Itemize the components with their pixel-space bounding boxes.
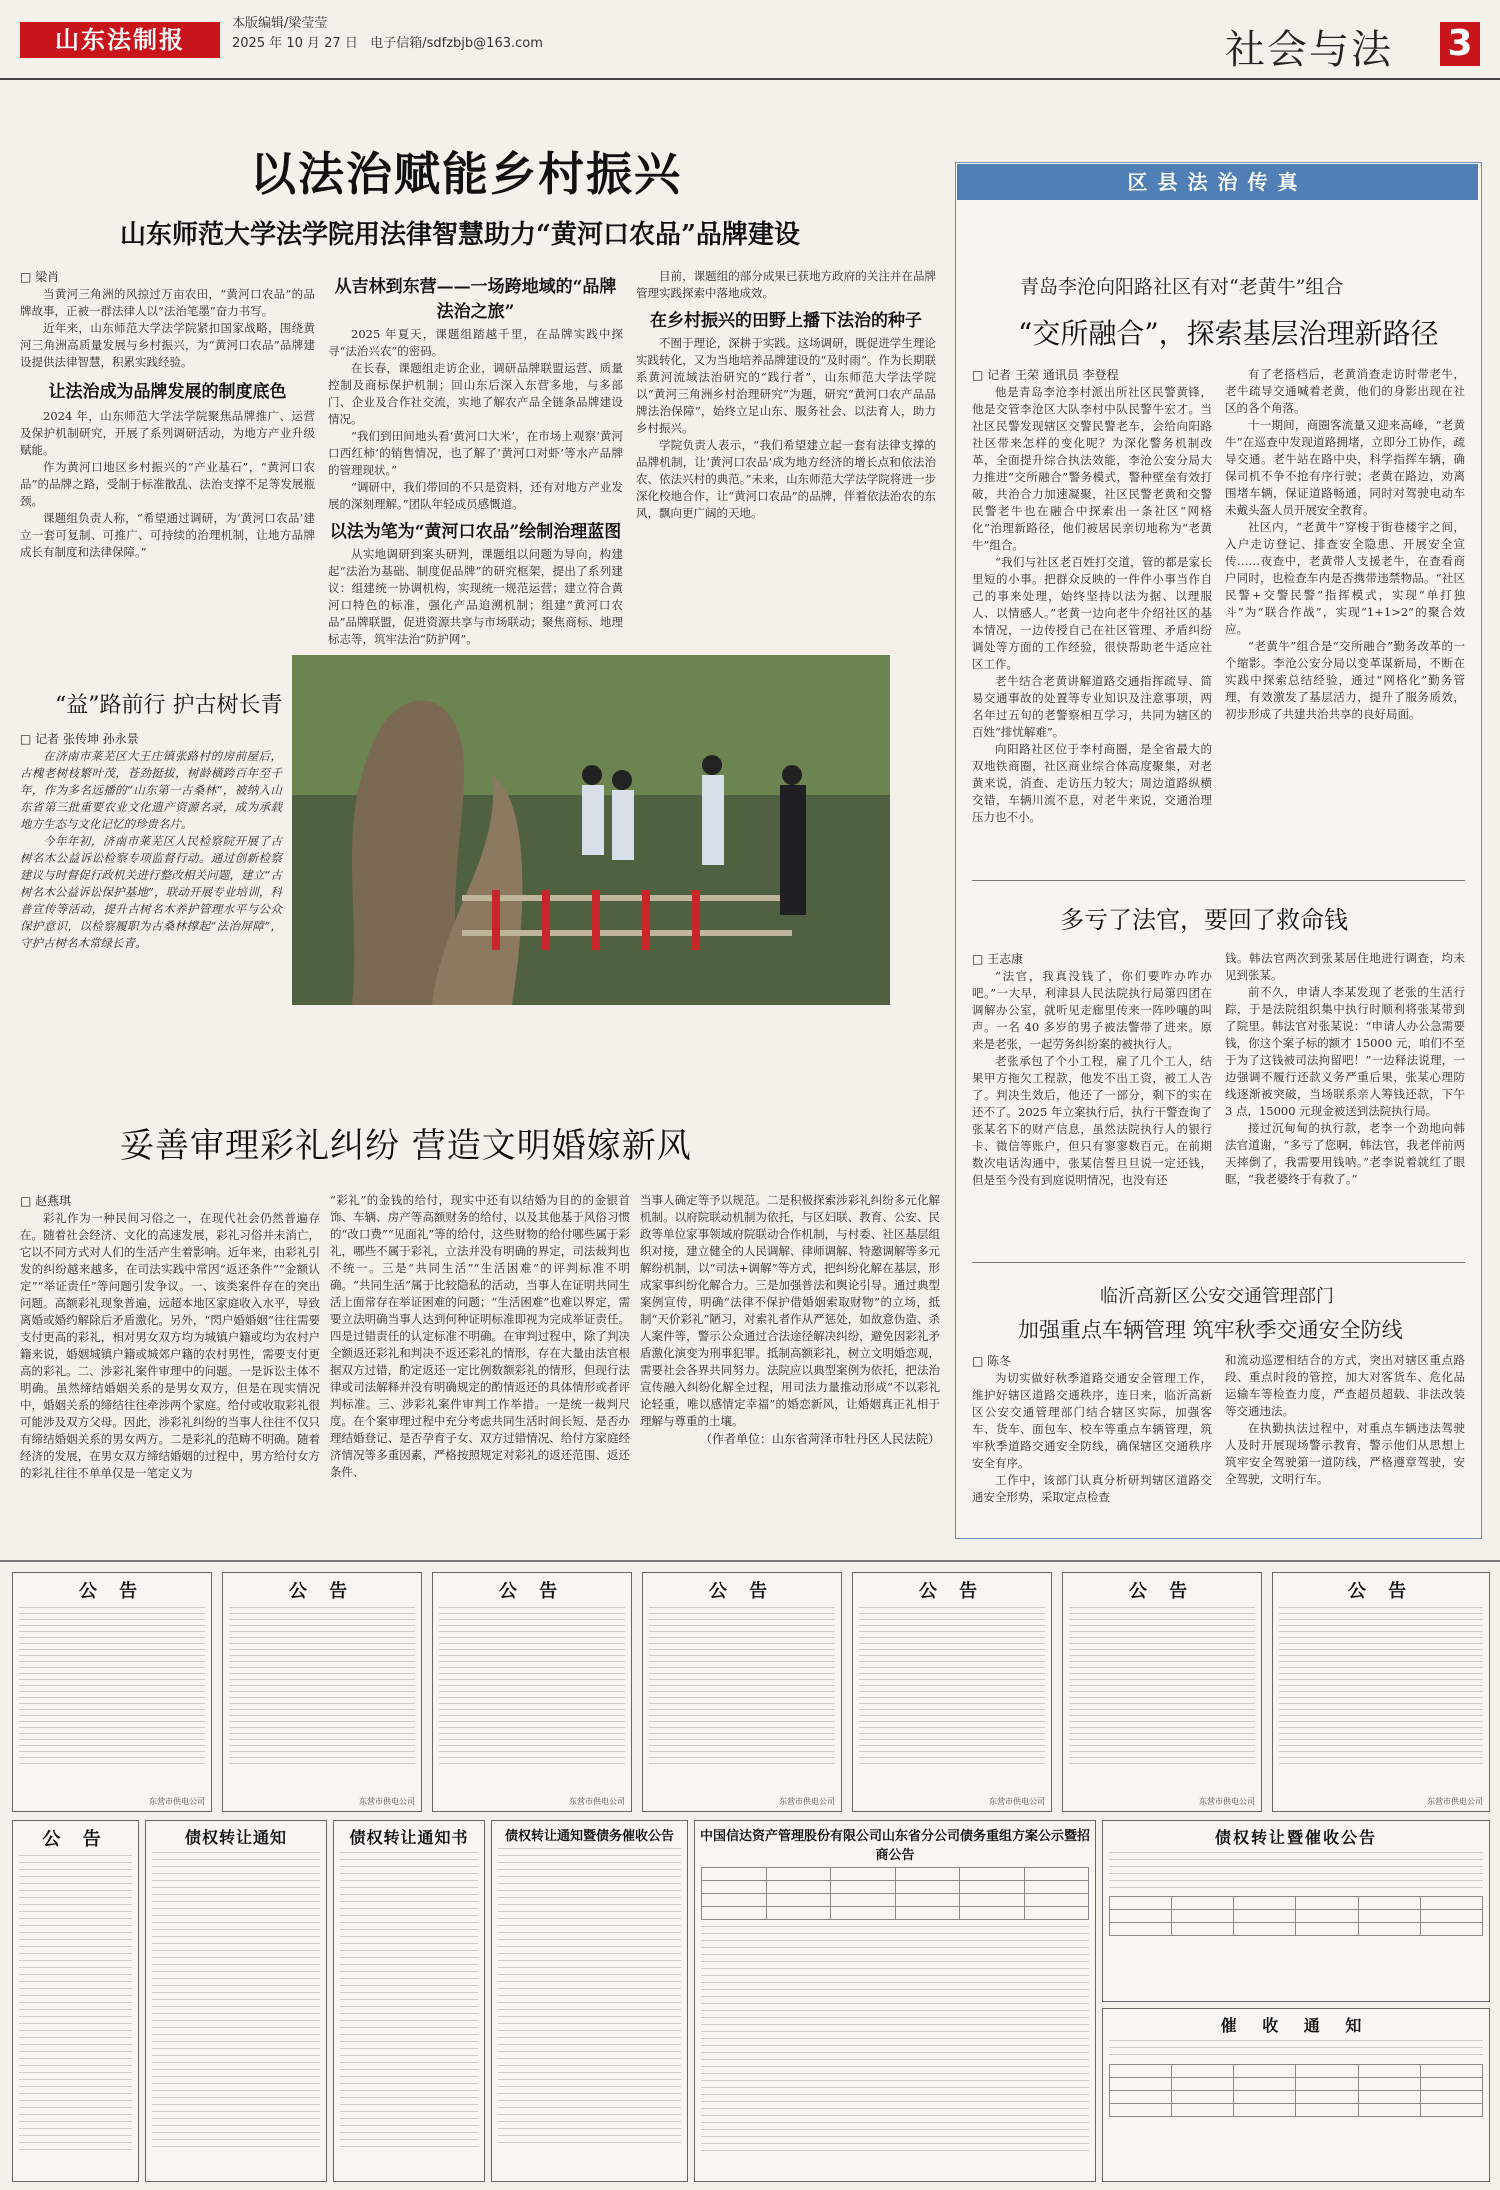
sidebar-heading: 区县法治传真: [957, 164, 1478, 200]
notice-box: [12, 1820, 139, 2182]
sidebar-article1-byline: □ 记者 王荣 通讯员 李登程: [972, 368, 1119, 382]
sidebar-article1-col-2: [1225, 366, 1465, 866]
notice-footer: 东营市供电公司: [359, 1797, 415, 1806]
notice-fine-print: [1063, 1603, 1261, 1771]
paragraph: 在长春，课题组走访企业，调研品牌联盟运营、质量控制及商标保护机制；回山东后深入东营多地，与多部门、企业及合作社交流，实地了解农产品全链条品牌建设情况。: [328, 361, 623, 426]
notice-footer: 东营市供电公司: [989, 1797, 1045, 1806]
notice-title: 公 告: [42, 1829, 109, 1850]
notice-box: [145, 1820, 327, 2182]
paragraph: “我们与社区老百姓打交道，管的都是家长里短的小事。把群众反映的一件件小事当作自己的事来处理，始终坚持以法为据、以理服人、以情感人。”老黄一边向老牛介绍社区的基本情况，一边传授自己在社区管理、矛盾纠纷调处等方面的工作经验，很快帮助老牛适应社区工作。: [972, 555, 1212, 671]
issue-date: 2025 年 10 月 27 日: [232, 36, 358, 51]
caili-col-2: [330, 1192, 630, 1537]
notice-fine-print: [223, 1603, 421, 1771]
lead-subhead-3: 以法为笔为“黄河口农品”绘制治理蓝图: [329, 522, 622, 542]
paragraph: “调研中，我们带回的不只是资料，还有对地方产业发展的深刻理解。”团队年轻成员感慨道。: [328, 480, 623, 511]
notice-title: 中国信达资产管理股份有限公司山东省分公司债务重组方案公示暨招商公告: [699, 1829, 1090, 1863]
notice-title: 债权转让通知书: [349, 1828, 469, 1847]
notice-fine-print: [1103, 2036, 1489, 2121]
page-number: 3: [1440, 22, 1480, 66]
notice-box: [12, 1572, 212, 1812]
paragraph: 他是青岛李沧李村派出所社区民警黄锋，他是交管李沧区大队李村中队民警牛宏才。当社区民警发现辖区交警民警老车，会给向阳路社区带来怎样的变化呢？为深化警务机制改革，全面提升综合执法效能，李沧公安分局大力推进“交所融合”警务模式，警种壁垒有效打破，共治合力加速凝聚，社区民警老黄和交警民警老牛也在融合中探索出一条社区“网格化”治理新路径，他们被居民亲切地称为“老黄牛”组合。: [972, 385, 1212, 552]
newspaper-logo: 山东法制报: [20, 22, 220, 58]
tree-byline: □ 记者 张传坤 孙永景: [20, 732, 139, 746]
notice-fine-print: [13, 1851, 138, 2159]
sidebar-article2-byline: □ 王志康: [972, 952, 1024, 966]
section-title: 社会与法: [1225, 27, 1393, 73]
notice-box: [1062, 1572, 1262, 1812]
notice-title: 债权转让通知暨债务催收公告: [504, 1829, 674, 1844]
paragraph: 在济南市莱芜区大王庄镇张路村的房前屋后，古槐老树枝繁叶茂，苍劲挺拔，树龄横跨百年至千年，作为多名远播的“山东第一古桑林”，被纳入山东省第三批重要农业文化遗产资源名录，成为承载地方生态与文化记忆的珍贵名片。: [20, 749, 282, 831]
notice-footer: 东营市供电公司: [1427, 1797, 1483, 1806]
paragraph: “彩礼”的金钱的给付，现实中还有以结婚为目的的金银首饰、车辆、房产等高额财务的给付，以及其他基于风俗习惯的“改口费”“见面礼”等的给付，这些财物的给付哪些属于彩礼，哪些不属于彩礼，立法并没有明确的界定，司法裁判也不统一。三是“共同生活”“生活困难”的评判标准不明确。“共同生活”属于比较隐私的活动，当事人在证明共同生活上面常存在举证困难的问题；“生活困难”也难以界定，需要立法明确当事人达到何种证明标准即视为完成举证责任。四是过错责任的认定标准不明确。在审判过程中，除了判决全额返还彩礼和判决不返还彩礼的情形，存在大量由法官根据双方过错，酌定返还一定比例数额彩礼的情形，但现行法律或司法解释并没有明确规定的酌情返还的具体情形或者评判标准。三、涉彩礼案件审判工作举措。一是统一裁判尺度。在个案审理过程中充分考虑共同生活时间长短、是否办理结婚登记、是否孕育子女、双方过错情况、给付方家庭经济情况等多重因素，严格按照规定对彩礼的返还范围、返还条件、: [330, 1193, 630, 1479]
caili-byline: □ 赵燕琪: [20, 1194, 72, 1208]
collection-table: [1109, 2064, 1483, 2117]
lead-col-2: [328, 268, 623, 646]
news-photo: [292, 655, 890, 1005]
notice-fine-print: [146, 1848, 326, 2156]
notice-title: 公 告: [708, 1581, 776, 1602]
notice-box: [432, 1572, 632, 1812]
paragraph: 向阳路社区位于李村商圈，是全省最大的双地铁商圈，社区商业综合体高度聚集，对老黄来说，消查、走访压力较大；周边道路纵横交错，车辆川流不息，对老牛来说，交通治理压力也不小。: [972, 742, 1212, 824]
lead-col-3: [636, 268, 936, 633]
lead-subhead-1: 让法治成为品牌发展的制度底色: [48, 382, 287, 402]
notice-box: [642, 1572, 842, 1812]
email-line: 电子信箱/sdfzbjb@163.com: [370, 36, 543, 51]
edition-info: [232, 14, 543, 54]
notice-footer: 东营市供电公司: [569, 1797, 625, 1806]
debt-table: [1109, 1896, 1483, 1936]
paragraph: 2024 年，山东师范大学法学院聚焦品牌推广、运营及保护机制研究，开展了系列调研活动，为地方产业升级赋能。: [20, 409, 315, 457]
tree-headline: “益”路前行 护古树长青: [55, 693, 283, 718]
notice-title: 公 告: [498, 1581, 566, 1602]
paragraph: 彩礼作为一种民间习俗之一，在现代社会仍然普遍存在。随着社会经济、文化的高速发展，彩礼习俗并未消亡，它以不同方式对人们的生活产生着影响。近年来，由彩礼引发的纠纷越来越多，在司法实践中常因“返还条件”“金额认定”“举证责任”等问题引发争议。一、该类案件存在的突出问题。高额彩礼现象普遍，远超本地区家庭收入水平，导致离婚或婚约解除后矛盾激化。另外，“閃户婚婚姻”往往需要支付更高的彩礼，相对男女双方均为城镇户籍或均为农村户籍来说，婚姻城镇户籍或城郊户籍的农村男性，需要支付更高的彩礼。二、涉彩礼案件审理中的问题。一是诉讼主体不明确。虽然缔结婚姻关系的是男女双方，但是在现实情况中，婚姻关系的缔结往往牵涉两个家庭。给付或收取彩礼很可能涉及双方父母。因此，涉彩礼纠纷的当事人往往不仅只有缔结婚姻关系的男女两方。二是彩礼的范畴不明确。随着经济的发展，在男女双方缔结婚姻的过程中，男方给付女方的彩礼往往不单单仅是一笔定义为: [20, 1211, 320, 1480]
lead-col-1: [20, 268, 315, 561]
divider: [972, 1262, 1465, 1263]
notice-footer: 东营市供电公司: [1199, 1797, 1255, 1806]
notice-title: 债权转让暨催收公告: [1214, 1828, 1377, 1847]
notice-fine-print: [643, 1603, 841, 1771]
notice-box: [852, 1572, 1052, 1812]
lead-byline: □ 梁肖: [20, 270, 60, 284]
paragraph: 钱。韩法官两次到张某居住地进行调查，均未见到张某。: [1225, 951, 1465, 982]
paragraph: 学院负责人表示，“我们希望建立起一套有法律支撑的品牌机制，让‘黄河口农品’成为地方经济的增长点和依法治农、依法兴村的典范。”未来，山东师范大学法学院将进一步深化校地合作，让“黄河口农品”的品牌，伴着依法治农的东风，飘向更广阔的天地。: [636, 438, 936, 520]
caili-col-3: [640, 1192, 940, 1537]
notice-fine-print: [853, 1603, 1051, 1771]
divider: [972, 880, 1465, 881]
paragraph: 有了老搭档后，老黄消查走访时带老牛，老牛疏导交通喊着老黄，他们的身影出现在社区的各个角落。: [1225, 367, 1465, 415]
sidebar-article3-kicker: 临沂高新区公安交通管理部门: [1100, 1286, 1334, 1307]
paragraph: 今年年初，济南市莱芜区人民检察院开展了古树名木公益诉讼检察专项监督行动。通过创新检察建议与时督促行政机关进行整改相关问题，建立“古树名木公益诉讼保护基地”，联动开展专业培训，科普宣传等活动，提升古树名木养护管理水平与公众保护意识，以检察履职为古桑林撑起“法治屏障”，守护古树名木常绿长青。: [20, 834, 282, 950]
notice-fine-print: [492, 1844, 687, 2152]
notice-box: [491, 1820, 688, 2182]
paragraph: 目前，课题组的部分成果已获地方政府的关注并在品牌管理实践探索中落地成效。: [636, 269, 936, 300]
notice-footer: 东营市供电公司: [149, 1797, 205, 1806]
notice-title: 公 告: [78, 1581, 146, 1602]
paragraph: 当黄河三角洲的风掠过万亩农田，“黄河口农品”的品牌故事，正被一群法律人以“法治笔墨”奋力书写。: [20, 287, 315, 318]
notice-fine-print: [433, 1603, 631, 1771]
notice-box: [1272, 1572, 1490, 1812]
lead-headline: 以法治赋能乡村振兴: [250, 147, 682, 201]
sidebar-article3-col-1: [972, 1352, 1212, 1530]
sidebar-article1-title: “交所融合”，探索基层治理新路径: [1018, 317, 1439, 350]
tree-article: [20, 730, 282, 1010]
paragraph: 接过沉甸甸的执行款，老李一个劲地向韩法官道谢，“多亏了您啊，韩法官，我老伴前两天摔倒了，我需要用钱呐。”老李说着就红了眼眶，“我老婆终于有救了。”: [1225, 1121, 1465, 1186]
notice-title: 催 收 通 知: [1220, 2016, 1372, 2035]
notice-title: 公 告: [918, 1581, 986, 1602]
notice-title: 债权转让通知: [184, 1828, 287, 1847]
paragraph: “老黄牛”组合是“交所融合”勤务改革的一个缩影。李沧公安分局以变革谋新局，不断在实践中探索总结经验，通过“网格化”勤务管理，有效激发了基层活力，提升了服务质效，初步形成了共建共治共享的良好局面。: [1225, 639, 1465, 721]
notice-fine-print: [1273, 1603, 1489, 1771]
sidebar-article2-title: 多亏了法官，要回了救命钱: [1060, 906, 1348, 934]
paragraph: 和流动巡逻相结合的方式，突出对辖区重点路段、重点时段的管控，加大对客货车、危化品运输车等检查力度，严查超员超载、非法改装等交通违法。: [1225, 1353, 1465, 1418]
notice-fine-print: [695, 1863, 1095, 2160]
lead-subheadline: 山东师范大学法学院用法律智慧助力“黄河口农品”品牌建设: [120, 220, 800, 250]
paragraph: 老牛结合老黄讲解道路交通指挥疏导、简易交通事故的处置等专业知识及注意事项，两名年过五旬的老警察相互学习，共同为辖区的百姓“排忧解难”。: [972, 674, 1212, 739]
paragraph: 为切实做好秋季道路交通安全管理工作，维护好辖区道路交通秩序，连日来，临沂高新区公安交通管理部门结合辖区实际，加强客车、货车、面包车、校车等重点车辆管理，筑牢秋季道路交通安全防线，确保辖区交通秩序安全有序。: [972, 1371, 1212, 1470]
sidebar-article3-col-2: [1225, 1352, 1465, 1530]
notice-box: [1102, 1820, 1490, 2002]
notice-title: 公 告: [1128, 1581, 1196, 1602]
notices-divider: [0, 1560, 1500, 1562]
paragraph: 在执勤执法过程中，对重点车辆违法驾驶人及时开展现场警示教育，警示他们从思想上筑牢安全驾驶第一道防线，严格遵章驾驶，安全驾驶，文明行车。: [1225, 1421, 1465, 1486]
paragraph: 前不久，申请人李某发现了老张的生活行踪，于是法院组织集中执行时顺利将张某带到了院里。韩法官对张某说：“申请人办公急需要钱，你这个案子标的额才 15000 元，咱们不至于为了这钱被司法拘留吧！”一边释法说理，一边强调不履行还款义务严重后果，张某心理防线逐渐被突破，当场联系亲人筹钱还款，下午 3 点，15000 元现金被送到法院执行局。: [1225, 985, 1465, 1118]
notice-footer: 东营市供电公司: [779, 1797, 835, 1806]
paragraph: “法官，我真没钱了，你们要咋办咋办吧。”一大早，利津县人民法院执行局第四团在调解办公室，就听见走廊里传来一阵吵嚷的叫声。一名 40 多岁的男子被法警带了进来。原来是老张，一起劳务纠纷案的被执行人。: [972, 969, 1212, 1051]
caili-col-1: [20, 1192, 320, 1537]
sidebar-article1-kicker: 青岛李沧向阳路社区有对“老黄牛”组合: [1020, 276, 1344, 298]
paragraph: 老张承包了个小工程，雇了几个工人，结果甲方拖欠工程款，他发不出工资，被工人告了。判决生效后，他还了一部分，剩下的实在还不了。2025 年立案执行后，执行干警查询了张某名下的财产信息，虽然法院执行人的银行卡、微信等账户，但只有寥寥数百元。在前期数次电话沟通中，张某信誓旦旦说一定还钱，但是至今没有到庭说明情况，也没有还: [972, 1054, 1212, 1187]
notice-box: [222, 1572, 422, 1812]
paragraph: 十一期间，商圈客流量又迎来高峰，“老黄牛”在巡查中发现道路拥堵，立即分工协作，疏导交通。老牛站在路中央，科学指挥车辆，确保司机不争不抢有序行驶；老黄在路边，劝离围堵车辆，保证道路畅通，同时对驾驶电动车未戴头盔人员开展安全教育。: [1225, 418, 1465, 517]
caili-author: （作者单位：山东省菏泽市牡丹区人民法院）: [699, 1432, 940, 1446]
notice-title: 公 告: [1347, 1581, 1415, 1602]
notice-fine-print: [1103, 1848, 1489, 1940]
paragraph: “我们到田间地头看‘黄河口大米’，在市场上观察‘黄河口西红柿’的销售情况，也了解了‘黄河口对虾’等水产品牌的管理现状。”: [328, 429, 623, 477]
editor-line: 本版编辑/梁莹莹: [232, 16, 328, 31]
lead-subhead-4: 在乡村振兴的田野上播下法治的种子: [650, 311, 922, 331]
sidebar-article2-col-2: [1225, 950, 1465, 1250]
lead-subhead-2: 从吉林到东营——一场跨地域的“品牌法治之旅”: [334, 277, 617, 322]
notice-box: [1102, 2008, 1490, 2182]
paragraph: 作为黄河口地区乡村振兴的“产业基石”，“黄河口农品”的品牌之路，受制于标准散乱、法治支撑不足等发展瓶颈。: [20, 460, 315, 508]
notice-box: [694, 1820, 1096, 2182]
notice-box: [333, 1820, 485, 2182]
notice-fine-print: [13, 1603, 211, 1771]
paragraph: 从实地调研到案头研判，课题组以问题为导向，构建起“法治为基础、制度促品牌”的研究框架，提出了系列建议：组建统一协调机构，实现统一规范运营；建立符合黄河口特色的标准，强化产品追溯机制；组建“黄河口农品”品牌联盟，促进资源共享与市场联动；聚焦商标、地理标志等，筑牢法治“防护网”。: [328, 547, 623, 646]
paragraph: 课题组负责人称，“希望通过调研，为‘黄河口农品’建立一套可复制、可推广、可持续的治理机制，让地方品牌成长有制度和法律保障。”: [20, 511, 315, 559]
caili-headline: 妥善审理彩礼纠纷 营造文明婚嫁新风: [120, 1126, 692, 1166]
paragraph: 不囿于理论，深耕于实践。这场调研，既促进学生理论实践转化，又为当地培养品牌建设的“及时雨”。作为长期联系黄河流域法治研究的“践行者”，山东师范大学法学院以“黄河三角洲乡村治理研究”为题，研究“黄河口农产品品牌法治保障”，始终立足山东、服务社会、以法育人，助力乡村振兴。: [636, 336, 936, 435]
notice-fine-print: [334, 1848, 484, 2156]
paragraph: 工作中，该部门认真分析研判辖区道路交通安全形势，采取定点检查: [972, 1473, 1212, 1504]
sidebar-article3-byline: □ 陈冬: [972, 1354, 1012, 1368]
notice-title: 公 告: [288, 1581, 356, 1602]
sidebar-article2-col-1: [972, 950, 1212, 1250]
paragraph: 2025 年夏天，课题组踏越千里，在品牌实践中探寻“法治兴农”的密码。: [328, 327, 623, 358]
sidebar-article1-col-1: [972, 366, 1212, 866]
paragraph: 近年来，山东师范大学法学院紧扣国家战略，围绕黄河三角洲高质量发展与乡村振兴，为“黄河口农品”品牌建设提供法律智慧，积累实践经验。: [20, 321, 315, 369]
creditor-table: [701, 1867, 1089, 1920]
photo-placeholder-icon: [292, 655, 890, 1005]
sidebar-article3-title: 加强重点车辆管理 筑牢秋季交通安全防线: [1018, 1318, 1403, 1342]
paragraph: 当事人确定等予以规范。二是积极探索涉彩礼纠纷多元化解机制。以府院联动机制为依托，与区妇联、教育、公安、民政等单位家事领域府院联动合作机制，与村委、社区基层组织对接，建立健全的人民调解、律师调解、特邀调解等多元解纷机制，以“司法+调解”等方式，把纠纷化解在基层，形成家事纠纷化解合力。三是加强普法和舆论引导。通过典型案例宣传，明确“法律不保护借婚姻索取财物”的立场，抵制“天价彩礼”陋习，对索礼者作从严惩处，如故意伪造、杀人案件等，警示公众通过合法途径解决纠纷，避免因彩礼矛盾激化演变为刑事犯罪。抵制高额彩礼，树立文明婚恋观，需要社会各界共同努力。法院应以典型案例为依托，把法治宣传融入纠纷化解全过程，用司法力量推动形成“不以彩礼论轻重，唯以感情定幸福”的婚恋新风，让婚姻真正礼相于理解与尊重的土壤。: [640, 1193, 940, 1428]
paragraph: 社区内，“老黄牛”穿梭于街巷楼宇之间，入户走访登记、排查安全隐患、开展安全宣传……夜查中，老黄带人支援老牛，在查看商户同时，也检查车内是否携带违禁物品。“社区民警+交警民警”指挥模式，实现“单打独斗”为“联合作战”，实现“1+1>2”的聚合效应。: [1225, 520, 1465, 636]
